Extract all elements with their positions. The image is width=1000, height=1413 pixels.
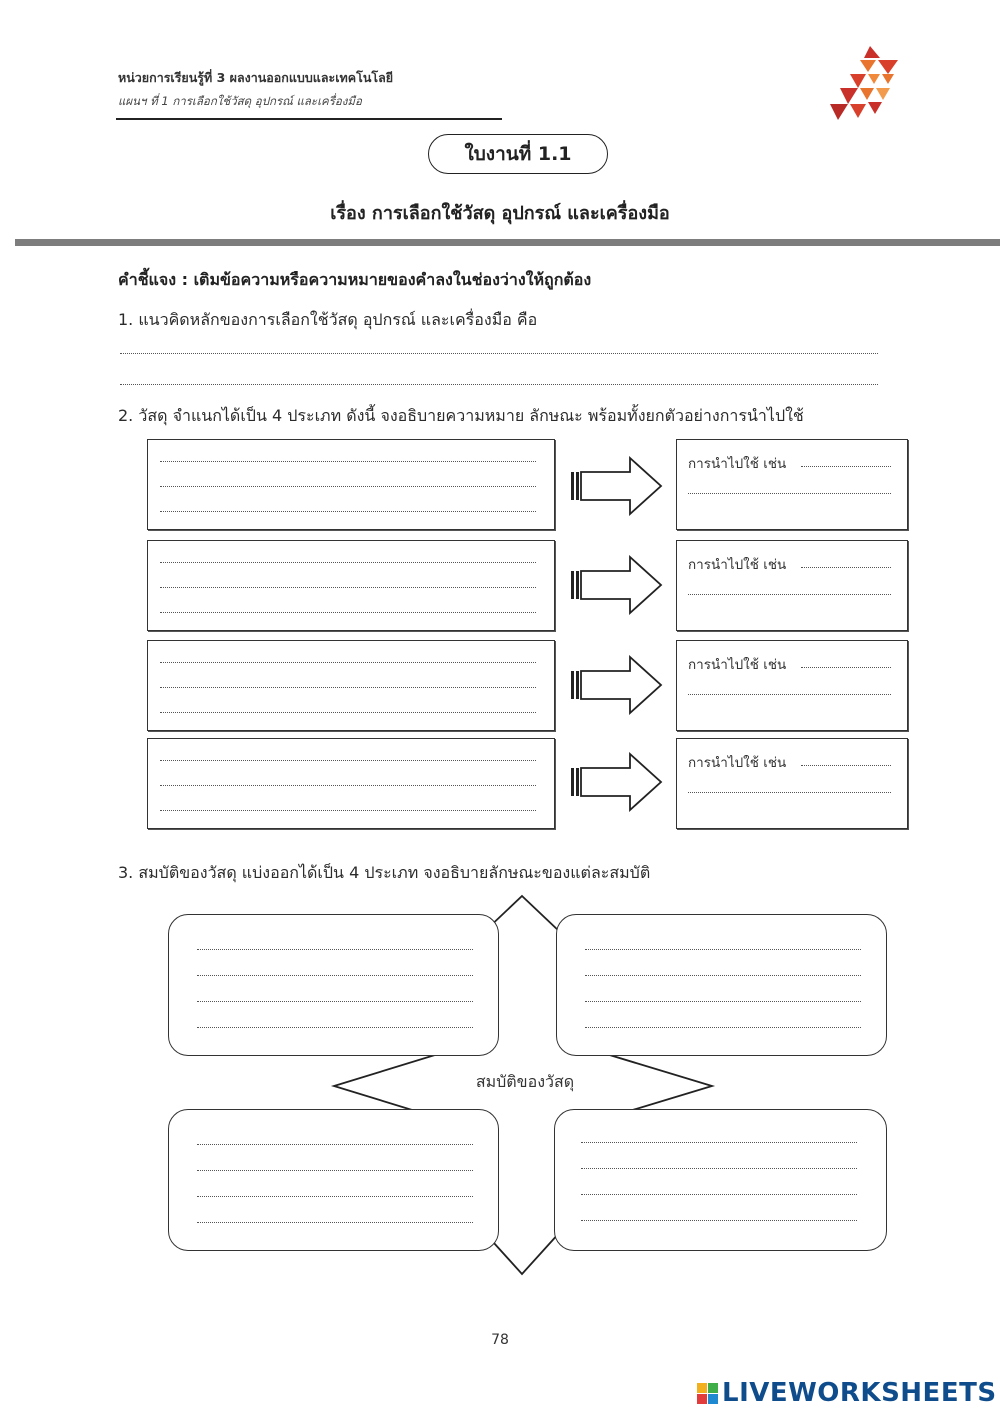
answer-line[interactable] bbox=[197, 975, 473, 976]
answer-line[interactable] bbox=[197, 1196, 473, 1197]
answer-line[interactable] bbox=[197, 1001, 473, 1002]
plan-subheading: แผนฯ ที่ 1 การเลือกใช้วัสดุ อุปกรณ์ และเครื่องมือ bbox=[118, 94, 362, 108]
page-number: 78 bbox=[491, 1332, 509, 1348]
unit-heading: หน่วยการเรียนรู้ที่ 3 ผลงานออกแบบและเทคโนโลยี bbox=[118, 70, 394, 85]
property-box-bottom-right bbox=[554, 1109, 887, 1251]
usage-label: การนำไปใช้ เช่น bbox=[688, 755, 787, 771]
watermark-text: LIVEWORKSHEETS bbox=[722, 1378, 997, 1408]
worksheet-title: ใบงานที่ 1.1 bbox=[428, 134, 608, 174]
answer-line[interactable] bbox=[581, 1220, 857, 1221]
liveworksheets-logo-icon bbox=[697, 1383, 718, 1404]
answer-line[interactable] bbox=[585, 975, 861, 976]
answer-line[interactable] bbox=[581, 1194, 857, 1195]
answer-line[interactable] bbox=[585, 949, 861, 950]
property-box-top-left bbox=[168, 914, 499, 1056]
answer-line[interactable] bbox=[581, 1142, 857, 1143]
question-1: 1. แนวคิดหลักของการเลือกใช้วัสดุ อุปกรณ์ และเครื่องมือ คือ bbox=[118, 310, 538, 329]
property-box-bottom-left bbox=[168, 1109, 499, 1251]
usage-label: การนำไปใช้ เช่น bbox=[688, 456, 787, 472]
instruction-text: คำชี้แจง : เติมข้อความหรือความหมายของคำลงในช่องว่างให้ถูกต้อง bbox=[118, 270, 592, 289]
question-3: 3. สมบัติของวัสดุ แบ่งออกได้เป็น 4 ประเภท จงอธิบายลักษณะของแต่ละสมบัติ bbox=[118, 863, 651, 882]
answer-line[interactable] bbox=[197, 949, 473, 950]
answer-line[interactable] bbox=[197, 1144, 473, 1145]
answer-line[interactable] bbox=[581, 1168, 857, 1169]
question-2: 2. วัสดุ จำแนกได้เป็น 4 ประเภท ดังนี้ จงอธิบายความหมาย ลักษณะ พร้อมทั้งยกตัวอย่างการนำไปใช้ bbox=[118, 406, 804, 425]
answer-line[interactable] bbox=[585, 1001, 861, 1002]
answer-line[interactable] bbox=[197, 1027, 473, 1028]
worksheet-subject: เรื่อง การเลือกใช้วัสดุ อุปกรณ์ และเครื่องมือ bbox=[330, 203, 670, 224]
usage-label: การนำไปใช้ เช่น bbox=[688, 557, 787, 573]
property-box-top-right bbox=[556, 914, 887, 1056]
answer-line[interactable] bbox=[585, 1027, 861, 1028]
liveworksheets-watermark[interactable] bbox=[697, 1378, 997, 1408]
answer-line[interactable] bbox=[197, 1222, 473, 1223]
diagram-center-label: สมบัติของวัสดุ bbox=[475, 1072, 575, 1091]
usage-label: การนำไปใช้ เช่น bbox=[688, 657, 787, 673]
answer-line[interactable] bbox=[197, 1170, 473, 1171]
